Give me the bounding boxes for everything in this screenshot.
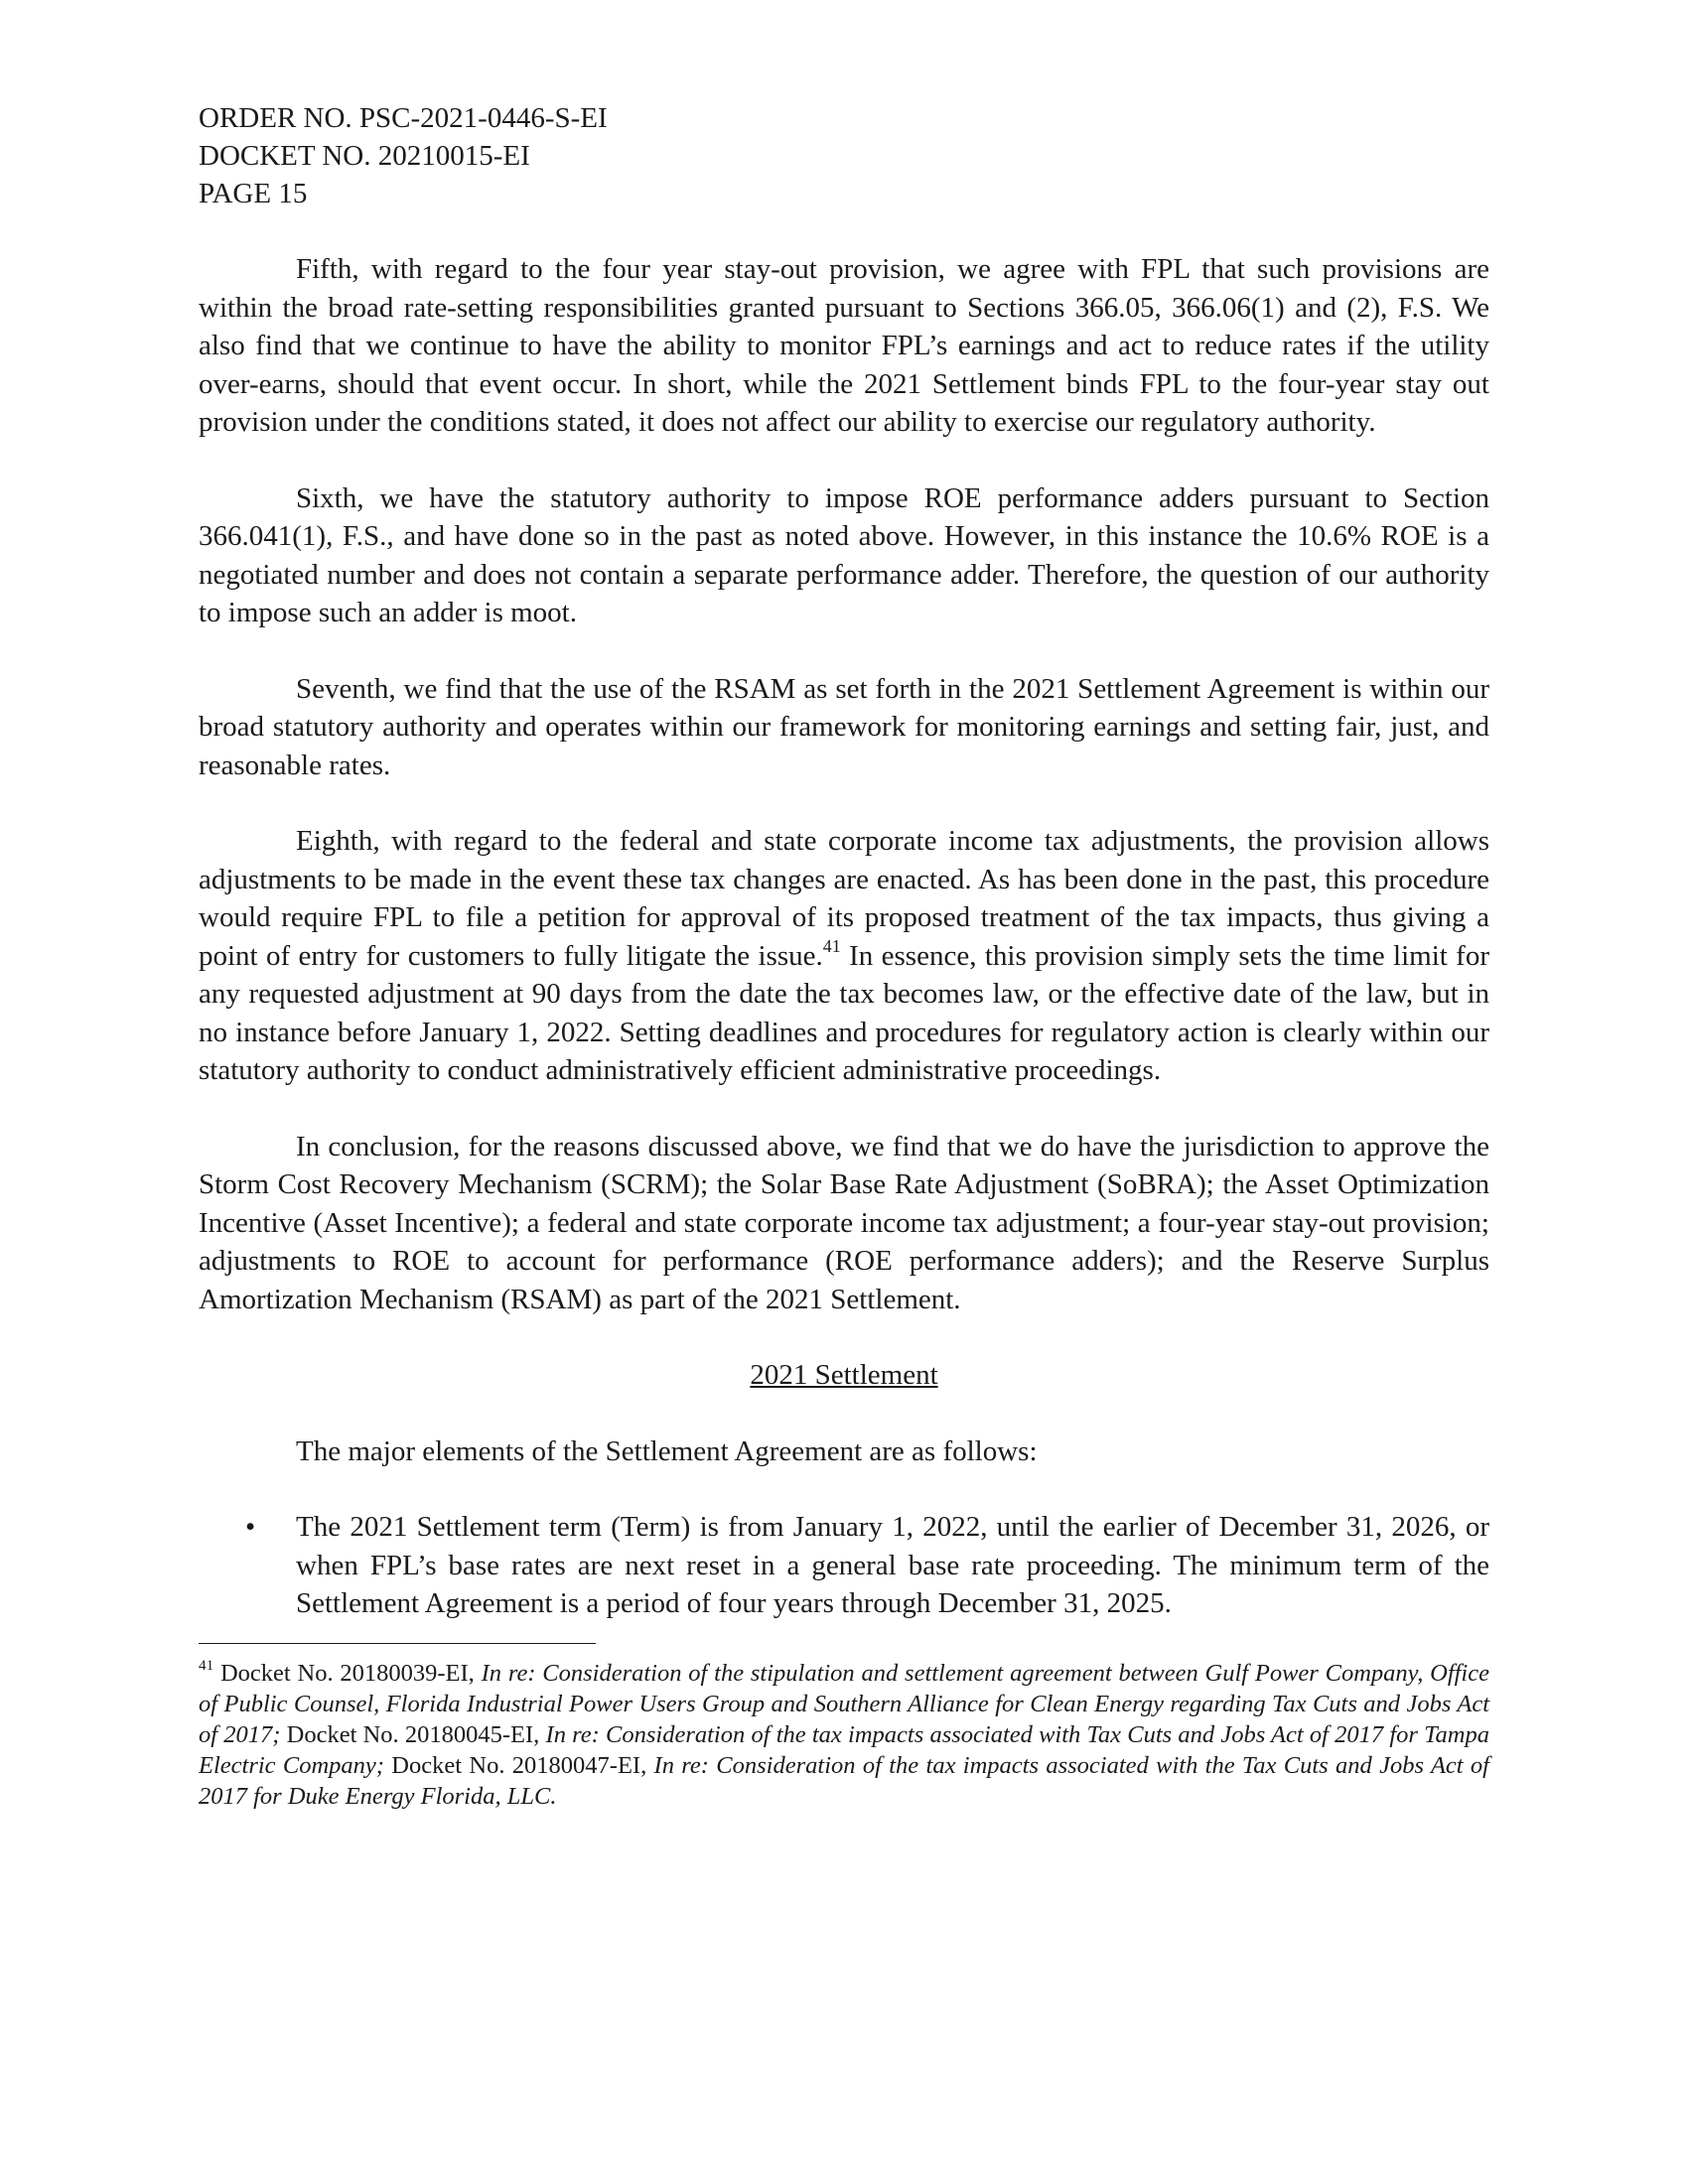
list-item: [199, 1508, 1489, 1623]
footnote-text-3: Docket No. 20180047-EI,: [383, 1751, 654, 1779]
section-intro: The major elements of the Settlement Agreement are as follows:: [296, 1434, 1038, 1467]
docket-number: DOCKET NO. 20210015-EI: [199, 140, 530, 172]
section-heading: [199, 1356, 1489, 1395]
paragraph-eighth-part-1: Eighth, with regard to the federal and state corporate income tax adjustments, the provision allows adjustments to be made in the event these tax changes are enacted. As has been done in the past, this procedure would require FPL to file a petition for approval of its proposed treatment of the tax impacts, thus giving a point of entry for customers to fully litigate the issue.: [199, 825, 1489, 972]
footnote-case-title-2: In re: Consideration of the tax impacts associated with Tax Cuts and Jobs Act of 2017 for Tampa Electric Company;: [199, 1720, 1489, 1779]
footnote-reference: 41: [822, 936, 841, 957]
paragraph-sixth: Sixth, we have the statutory authority to impose ROE performance adders pursuant to Section 366.041(1), F.S., and have done so in the past as noted above. However, in this instance the 10.6% ROE is a negotiated number and does not contain a separate performance adder. Therefore, the question of our authority to impose such an adder is moot.: [199, 481, 1489, 628]
footnote-text-1: Docket No. 20180039-EI,: [213, 1659, 482, 1687]
footnote-case-title-3: In re: Consideration of the tax impacts associated with the Tax Cuts and Jobs Act of 2017 for Duke Energy Florida, LLC.: [199, 1751, 1489, 1810]
footnote-case-title-1: In re: Consideration of the stipulation and settlement agreement between Gulf Power Company, Office of Public Counsel, Florida Industrial Power Users Group and Southern Alliance for Clean Energy regarding Tax Cuts and Jobs Act of 2017;: [199, 1659, 1489, 1748]
bullet-list: [199, 1508, 1489, 1623]
paragraph-eighth-part-2: In essence, this provision simply sets the time limit for any requested adjustment at 90 days from the date the tax becomes law, or the effective date of the law, but in no instance before January 1, 2022. Setting deadlines and procedures for regulatory action is clearly within our statutory authority to conduct administratively efficient administrative proceedings.: [199, 939, 1490, 1086]
bullet-icon: •: [245, 1511, 256, 1543]
paragraph-conclusion: In conclusion, for the reasons discussed above, we find that we do have the jurisdiction to approve the Storm Cost Recovery Mechanism (SCRM); the Solar Base Rate Adjustment (SoBRA); the Asset Optimization Incentive (Asset Incentive); a federal and state corporate income tax adjustment; a four-year stay-out provision; adjustments to ROE to account for performance (ROE performance adders); and the Reserve Surplus Amortization Mechanism (RSAM) as part of the 2021 Settlement.: [199, 1130, 1489, 1315]
footnote-divider: [199, 1643, 596, 1644]
footnote-text-2: Docket No. 20180045-EI,: [280, 1720, 546, 1748]
footnote-number: 41: [199, 1656, 214, 1674]
document-page: [199, 99, 1489, 1812]
order-number: ORDER NO. PSC-2021-0446-S-EI: [199, 102, 608, 134]
paragraph-eighth: [199, 822, 1489, 1090]
document-header: [199, 99, 1489, 212]
paragraph-seventh: Seventh, we find that the use of the RSAM as set forth in the 2021 Settlement Agreement is within our broad statutory authority and operates within our framework for monitoring earnings and setting fair, just, and reasonable rates.: [199, 672, 1489, 781]
paragraph-fifth: Fifth, with regard to the four year stay-out provision, we agree with FPL that such provisions are within the broad rate-setting responsibilities granted pursuant to Sections 366.05, 366.06(1) and (2), F.S. We also find that we continue to have the ability to monitor FPL’s earnings and act to reduce rates if the utility over-earns, should that event occur. In short, while the 2021 Settlement binds FPL to the four-year stay out provision under the conditions stated, it does not affect our ability to exercise our regulatory authority.: [199, 253, 1489, 438]
page-number: PAGE 15: [199, 178, 308, 209]
footnote: [199, 1658, 1489, 1812]
list-item-text: The 2021 Settlement term (Term) is from January 1, 2022, until the earlier of December 31, 2026, or when FPL’s base rates are next reset in a general base rate proceeding. The minimum term of the Settlement Agreement is a period of four years through December 31, 2025.: [296, 1511, 1489, 1619]
section-heading-text: 2021 Settlement: [750, 1359, 938, 1391]
